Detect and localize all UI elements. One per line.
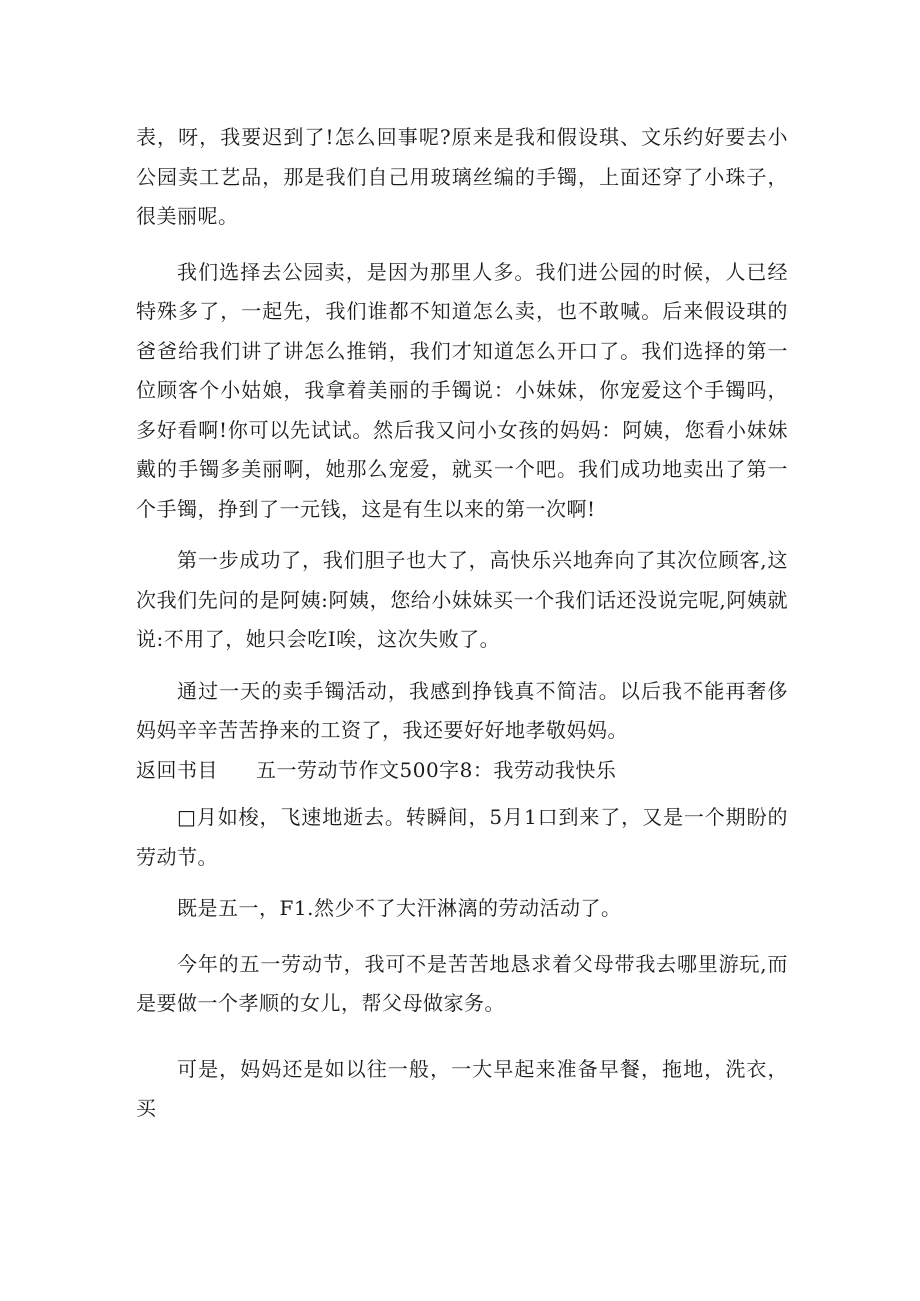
section-title: 五一劳动节作文500字8：我劳动我快乐	[256, 757, 617, 782]
section-heading	[136, 751, 788, 791]
paragraph-2: 我们选择去公园卖，是因为那里人多。我们进公园的时候，人已经特殊多了，一起先，我们谁都不知道怎么卖，也不敢喊。后来假设琪的爸爸给我们讲了讲怎么推销，我们才知道怎么开口了。我们选择的第一位顾客个小姑娘，我拿着美丽的手镯说：小妹妹，你宠爱这个手镯吗，多好看啊!你可以先试试。然后我又问小女孩的妈妈：阿姨，您看小妹妹戴的手镯多美丽啊，她那么宠爱，就买一个吧。我们成功地卖出了第一个手镯，挣到了一元钱，这是有生以来的第一次啊!	[136, 259, 788, 521]
paragraph-1: 表，呀，我要迟到了!怎么回事呢?原来是我和假设琪、文乐约好要去小公园卖工艺品，那是我们自己用玻璃丝编的手镯，上面还穿了小珠子，很美丽呢。	[136, 125, 788, 228]
paragraph-8: 可是，妈妈还是如以往一般，一大早起来准备早餐，拖地，洗衣，买	[136, 1056, 788, 1120]
paragraph-7: 今年的五一劳动节，我可不是苦苦地恳求着父母带我去哪里游玩,而是要做一个孝顺的女儿，帮父母做家务。	[136, 951, 788, 1015]
document-body	[136, 118, 788, 1129]
paragraph-5: □月如梭，飞速地逝去。转瞬间，5月1口到来了，又是一个期盼的劳动节。	[136, 805, 788, 869]
paragraph-6: 既是五一，F1.然少不了大汗淋漓的劳动活动了。	[177, 896, 622, 920]
paragraph-4: 通过一天的卖手镯活动，我感到挣钱真不简洁。以后我不能再奢侈妈妈辛辛苦苦挣来的工资了，我还要好好地孝敬妈妈。	[136, 678, 788, 742]
back-to-contents-link[interactable]: 返回书目	[136, 757, 218, 782]
paragraph-3: 第一步成功了，我们胆子也大了，高快乐兴地奔向了其次位顾客,这次我们先问的是阿姨:阿姨，您给小妹妹买一个我们话还没说完呢,阿姨就说:不用了，她只会吃I唉，这次失败了。	[136, 548, 788, 651]
